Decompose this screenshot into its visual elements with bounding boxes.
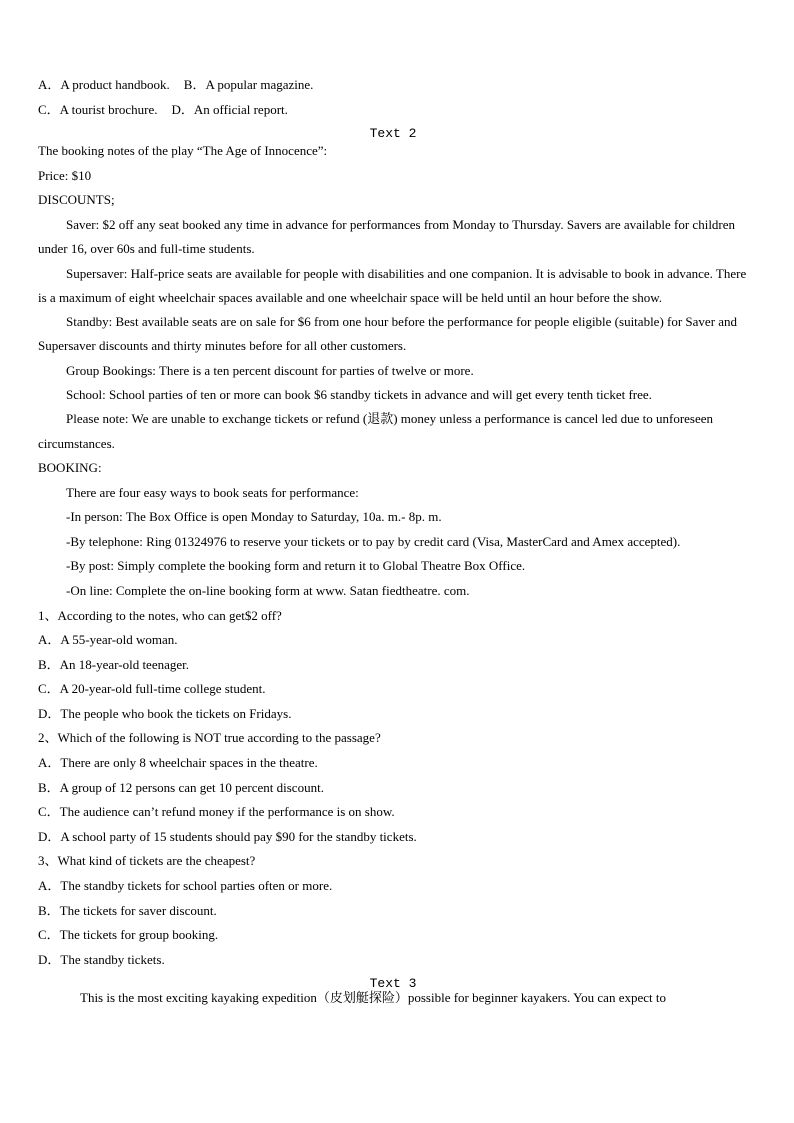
question-3-option-d: D．The standby tickets. <box>38 951 165 967</box>
option-b: B．A popular magazine. <box>183 77 314 92</box>
option-a: A．A product handbook. <box>38 77 170 92</box>
booking-online: -On line: Complete the on-line booking form at www. Satan fiedtheatre. com. <box>66 582 470 598</box>
booking-intro: There are four easy ways to book seats for performance: <box>66 484 359 500</box>
discount-standby: Standby: Best available seats are on sale for $6 from one hour before the performance for people eligible (suitable) for Saver and Supersaver discounts and thirty minutes before for all other customers. <box>38 314 738 354</box>
booking-post: -By post: Simply complete the booking form and return it to Global Theatre Box Office. <box>66 558 526 574</box>
question-3-option-b: B．The tickets for saver discount. <box>38 902 217 918</box>
booking-telephone: -By telephone: Ring 01324976 to reserve your tickets or to pay by credit card (Visa, MasterCard and Amex accepted). <box>66 533 681 549</box>
section-heading-text3: Text 3 <box>369 976 417 992</box>
section-heading-text2: Text 2 <box>369 126 417 142</box>
question-3: 3、What kind of tickets are the cheapest? <box>38 853 256 869</box>
question-1-option-c: C．A 20-year-old full-time college student. <box>38 681 266 697</box>
question-1-option-d: D．The people who book the tickets on Fridays. <box>38 705 292 721</box>
question-2-option-a: A．There are only 8 wheelchair spaces in the theatre. <box>38 755 318 771</box>
please-note: Please note: We are unable to exchange tickets or refund (退款) money unless a performance is cancel led due to unforeseen circumstances. <box>38 411 714 451</box>
text3-first-line: This is the most exciting kayaking expedition（皮划艇探险）possible for beginner kayakers. You can expect to <box>80 990 666 1006</box>
question-2-option-c: C．The audience can’t refund money if the performance is on show. <box>38 804 395 820</box>
discount-saver: Saver: $2 off any seat booked any time in advance for performances from Monday to Thursday. Savers are available for children under 16, over 60s and full-time students. <box>38 216 736 257</box>
question-1-option-b: B．An 18-year-old teenager. <box>38 656 189 672</box>
discount-group: Group Bookings: There is a ten percent discount for parties of twelve or more. <box>66 362 474 378</box>
question-3-option-c: C．The tickets for group booking. <box>38 927 219 943</box>
booking-in-person: -In person: The Box Office is open Monday to Saturday, 10a. m.- 8p. m. <box>66 509 442 525</box>
discounts-heading: DISCOUNTS; <box>38 192 115 208</box>
question-2: 2、Which of the following is NOT true according to the passage? <box>38 730 381 746</box>
question-1-option-a: A．A 55-year-old woman. <box>38 632 178 648</box>
question-3-option-a: A．The standby tickets for school parties often or more. <box>38 878 333 894</box>
booking-heading: BOOKING: <box>38 459 102 475</box>
option-d: D．An official report. <box>171 101 288 117</box>
intro: The booking notes of the play “The Age of Innocence”: <box>38 143 328 159</box>
discount-school: School: School parties of ten or more can book $6 standby tickets in advance and will get every tenth ticket free. <box>66 387 652 403</box>
option-row <box>38 98 748 123</box>
question-1: 1、According to the notes, who can get$2 off? <box>38 607 282 623</box>
option-row <box>38 73 748 98</box>
discount-supersaver: Supersaver: Half-price seats are available for people with disabilities and one companion. It is advisable to book in advance. There is a maximum of eight wheelchair spaces available and one wheelchair space will be held until an hour before the show. <box>38 265 747 305</box>
price: Price: $10 <box>38 167 92 183</box>
question-2-option-d: D．A school party of 15 students should pay $90 for the standby tickets. <box>38 828 417 844</box>
option-c: C．A tourist brochure. <box>38 101 158 117</box>
question-2-option-b: B．A group of 12 persons can get 10 percent discount. <box>38 779 324 795</box>
document-page <box>38 73 748 1006</box>
